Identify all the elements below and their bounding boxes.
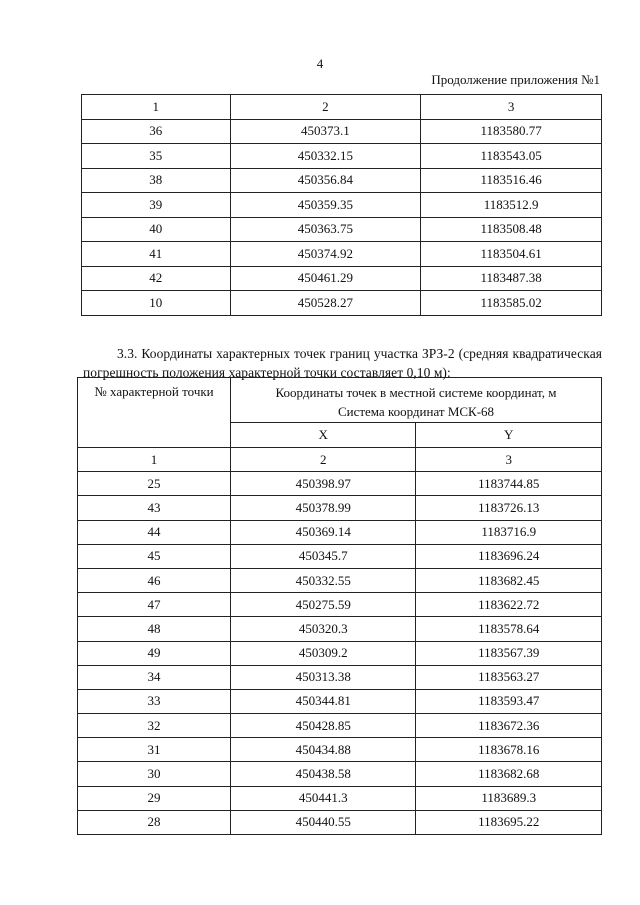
point-number-cell: 44 <box>78 520 231 544</box>
y-coordinate-cell: 1183543.05 <box>421 144 602 169</box>
table2-numbering-row <box>78 448 602 472</box>
x-coordinate-cell: 450378.99 <box>231 496 416 520</box>
x-coordinate-cell: 450332.15 <box>230 144 421 169</box>
y-coordinate-cell: 1183682.68 <box>416 762 602 786</box>
table1-numbering-row <box>82 95 602 120</box>
y-coordinate-cell: 1183744.85 <box>416 472 602 496</box>
point-number-cell: 46 <box>78 568 231 592</box>
x-coordinate-cell: 450428.85 <box>231 714 416 738</box>
table1-body <box>82 95 602 316</box>
point-number-cell: 42 <box>82 266 231 291</box>
point-number-cell: 38 <box>82 168 231 193</box>
table1-col-number: 2 <box>230 95 421 120</box>
y-coordinate-cell: 1183508.48 <box>421 217 602 242</box>
point-number-cell: 36 <box>82 119 231 144</box>
x-coordinate-cell: 450345.7 <box>231 544 416 568</box>
table1-col-number: 3 <box>421 95 602 120</box>
x-coordinate-cell: 450398.97 <box>231 472 416 496</box>
y-coordinate-cell: 1183716.9 <box>416 520 602 544</box>
x-coordinate-cell: 450441.3 <box>231 786 416 810</box>
y-coordinate-cell: 1183622.72 <box>416 593 602 617</box>
point-number-cell: 25 <box>78 472 231 496</box>
table-row <box>78 472 602 496</box>
table-row <box>78 496 602 520</box>
table2-col-number: 3 <box>416 448 602 472</box>
table-row <box>82 119 602 144</box>
point-number-cell: 34 <box>78 665 231 689</box>
y-coordinate-cell: 1183726.13 <box>416 496 602 520</box>
table-row <box>82 217 602 242</box>
x-coordinate-cell: 450309.2 <box>231 641 416 665</box>
coordinates-table-zrz-2 <box>77 377 602 835</box>
table-row <box>78 689 602 713</box>
table-row <box>78 593 602 617</box>
table2-body <box>78 378 602 835</box>
coordinates-header-line1: Координаты точек в местной системе координат, м <box>275 385 557 400</box>
point-number-cell: 48 <box>78 617 231 641</box>
table-row <box>78 786 602 810</box>
y-coordinate-cell: 1183678.16 <box>416 738 602 762</box>
table2-header-row <box>78 378 602 423</box>
point-number-cell: 33 <box>78 689 231 713</box>
table-row <box>78 544 602 568</box>
y-coordinate-cell: 1183512.9 <box>421 193 602 218</box>
table-row <box>82 193 602 218</box>
table-row <box>78 714 602 738</box>
y-header: Y <box>416 423 602 448</box>
y-coordinate-cell: 1183585.02 <box>421 291 602 316</box>
table-row <box>78 520 602 544</box>
y-coordinate-cell: 1183567.39 <box>416 641 602 665</box>
table-row <box>82 291 602 316</box>
table-row <box>78 641 602 665</box>
y-coordinate-cell: 1183580.77 <box>421 119 602 144</box>
x-coordinate-cell: 450369.14 <box>231 520 416 544</box>
x-coordinate-cell: 450344.81 <box>231 689 416 713</box>
y-coordinate-cell: 1183487.38 <box>421 266 602 291</box>
point-number-cell: 30 <box>78 762 231 786</box>
point-number-cell: 40 <box>82 217 231 242</box>
table-row <box>78 665 602 689</box>
coordinates-table-continued <box>81 94 602 316</box>
coordinates-header <box>231 378 602 423</box>
x-coordinate-cell: 450332.55 <box>231 568 416 592</box>
x-coordinate-cell: 450461.29 <box>230 266 421 291</box>
page-number: 4 <box>316 56 324 71</box>
table2-col-number: 2 <box>231 448 416 472</box>
y-coordinate-cell: 1183696.24 <box>416 544 602 568</box>
table-row <box>78 762 602 786</box>
point-number-cell: 43 <box>78 496 231 520</box>
point-number-cell: 39 <box>82 193 231 218</box>
coordinates-header-line2: Система координат МСК-68 <box>337 404 495 419</box>
x-coordinate-cell: 450363.75 <box>230 217 421 242</box>
x-coordinate-cell: 450438.58 <box>231 762 416 786</box>
point-number-cell: 35 <box>82 144 231 169</box>
x-coordinate-cell: 450356.84 <box>230 168 421 193</box>
point-number-cell: 10 <box>82 291 231 316</box>
table-row <box>78 617 602 641</box>
table-row <box>78 738 602 762</box>
y-coordinate-cell: 1183578.64 <box>416 617 602 641</box>
point-number-header: № характерной точки <box>78 378 231 448</box>
y-coordinate-cell: 1183682.45 <box>416 568 602 592</box>
point-number-cell: 45 <box>78 544 231 568</box>
table-row <box>78 568 602 592</box>
point-number-cell: 47 <box>78 593 231 617</box>
x-coordinate-cell: 450440.55 <box>231 810 416 834</box>
table-row <box>82 242 602 267</box>
y-coordinate-cell: 1183672.36 <box>416 714 602 738</box>
x-coordinate-cell: 450528.27 <box>230 291 421 316</box>
point-number-cell: 41 <box>82 242 231 267</box>
table1-col-number: 1 <box>82 95 231 120</box>
y-coordinate-cell: 1183695.22 <box>416 810 602 834</box>
point-number-cell: 31 <box>78 738 231 762</box>
table-row <box>82 168 602 193</box>
x-coordinate-cell: 450434.88 <box>231 738 416 762</box>
y-coordinate-cell: 1183593.47 <box>416 689 602 713</box>
x-header: X <box>231 423 416 448</box>
y-coordinate-cell: 1183689.3 <box>416 786 602 810</box>
table-row <box>82 266 602 291</box>
table-row <box>82 144 602 169</box>
point-number-cell: 28 <box>78 810 231 834</box>
x-coordinate-cell: 450373.1 <box>230 119 421 144</box>
y-coordinate-cell: 1183516.46 <box>421 168 602 193</box>
point-number-cell: 29 <box>78 786 231 810</box>
y-coordinate-cell: 1183563.27 <box>416 665 602 689</box>
x-coordinate-cell: 450313.38 <box>231 665 416 689</box>
section-3-3-text: 3.3. Координаты характерных точек границ участка ЗРЗ-2 (средняя квадратическая погрешность положения характерной точки составляет 0,10 м): <box>83 345 602 380</box>
point-number-cell: 49 <box>78 641 231 665</box>
appendix-note: Продолжение приложения №1 <box>431 72 600 87</box>
table2-col-number: 1 <box>78 448 231 472</box>
point-number-cell: 32 <box>78 714 231 738</box>
x-coordinate-cell: 450275.59 <box>231 593 416 617</box>
x-coordinate-cell: 450320.3 <box>231 617 416 641</box>
x-coordinate-cell: 450374.92 <box>230 242 421 267</box>
y-coordinate-cell: 1183504.61 <box>421 242 602 267</box>
table-row <box>78 810 602 834</box>
x-coordinate-cell: 450359.35 <box>230 193 421 218</box>
